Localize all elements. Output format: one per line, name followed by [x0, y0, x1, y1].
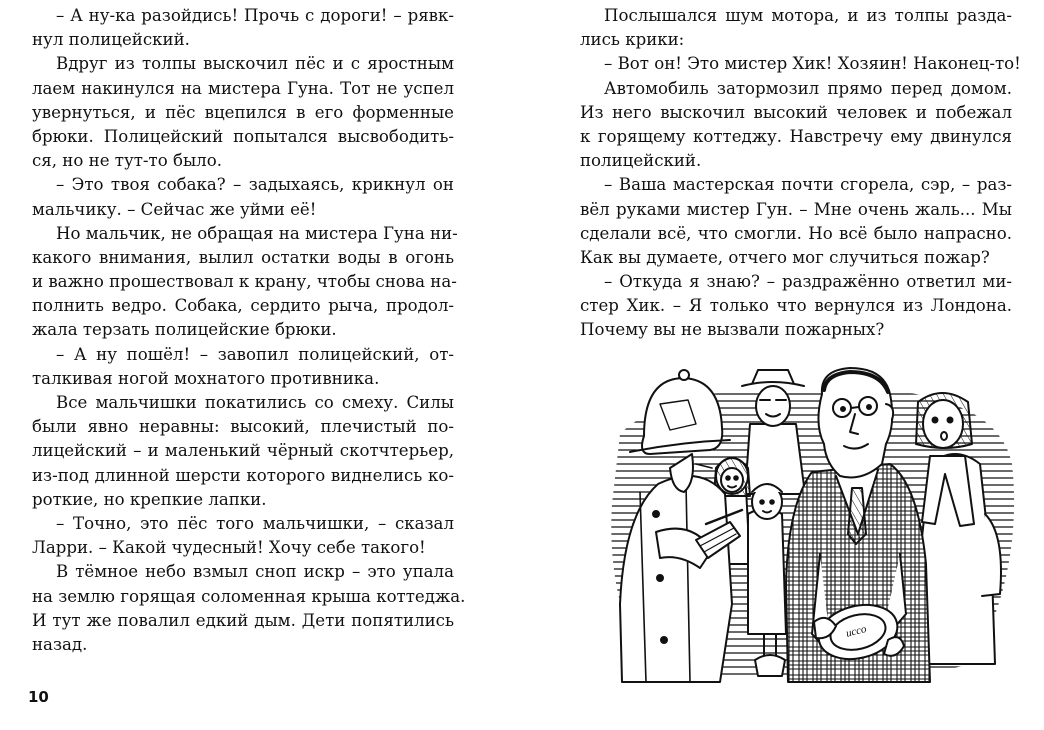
text-line: Ларри. – Какой чудесный! Хочу себе такого! [32, 538, 426, 558]
text-line: и важно прошествовал к крану, чтобы снова на- [32, 272, 457, 292]
text-line: талкивая ногой мохнатого противника. [32, 368, 380, 388]
crowd-illustration [600, 364, 1020, 690]
text-line: – Ваша мастерская почти сгорела, сэр, – раз- [604, 175, 1012, 195]
text-line: на землю горящая соломенная крыша коттеджа. [32, 586, 466, 606]
policeman-figure [620, 370, 742, 682]
right-page-text [580, 4, 1021, 343]
text-line: – Это твоя собака? – задыхаясь, крикнул он [56, 175, 454, 195]
text-line: жала терзать полицейские брюки. [32, 320, 337, 340]
text-line: назад. [32, 634, 88, 654]
hat-text: ucco [844, 623, 868, 640]
text-line: полицейский. [580, 151, 702, 171]
page-number: 10 [28, 688, 49, 706]
text-line: Все мальчишки покатились со смеху. Силы [56, 393, 454, 412]
text-line: вёл руками мистер Гун. – Мне очень жаль... Мы [580, 199, 1012, 219]
text-line: Как вы думаете, отчего мог случиться пожар? [580, 247, 990, 267]
text-line: мальчику. – Сейчас же уйми её! [32, 199, 317, 219]
text-line: брюки. Полицейский попытался высвободить- [32, 126, 454, 146]
text-line: Послышался шум мотора, и из толпы разда- [604, 6, 1012, 25]
left-page-text [32, 4, 466, 657]
text-line: – А ну пошёл! – завопил полицейский, от- [56, 344, 454, 364]
text-line: лись крики: [580, 30, 685, 50]
text-line: нул полицейский. [32, 30, 190, 50]
text-line: лаем накинулся на мистера Гуна. Тот не успел [32, 78, 454, 98]
text-line: к горящему коттеджу. Навстречу ему двинулся [580, 126, 1012, 146]
text-line: И тут же повалил едкий дым. Дети попятились [32, 610, 454, 630]
text-line: ся, но не тут-то было. [32, 151, 222, 171]
text-line: Из него выскочил высокий человек и побежал [580, 102, 1012, 122]
text-line: сделали всё, что смогли. Но всё было напрасно. [580, 223, 1012, 243]
text-line: Почему вы не вызвали пожарных? [580, 320, 885, 340]
text-line: полнить ведро. Собака, сердито рыча, продол- [32, 296, 454, 316]
text-line: В тёмное небо взмыл сноп искр – это упала [56, 562, 454, 582]
text-line: из-под длинной шерсти которого виднелись ко- [32, 465, 454, 485]
text-line: роткие, но крепкие лапки. [32, 489, 267, 509]
text-line: – А ну-ка разойдись! Прочь с дороги! – рявк- [56, 6, 454, 25]
man-with-hat-figure [742, 370, 805, 494]
text-line: – Вот он! Это мистер Хик! Хозяин! Наконец-то! [604, 54, 1021, 74]
text-line: стер Хик. – Я только что вернулся из Лондона. [580, 296, 1012, 316]
text-line: Вдруг из толпы выскочил пёс и с яростным [56, 54, 454, 74]
text-line: увернуться, и пёс вцепился в его форменные [32, 102, 454, 122]
text-line: – Точно, это пёс того мальчишки, – сказал [56, 513, 454, 533]
text-line: были явно неравны: высокий, плечистый по- [32, 417, 454, 437]
text-line: – Откуда я знаю? – раздражённо ответил ми- [604, 272, 1012, 292]
text-line: какого внимания, вылил остатки воды в огонь [32, 247, 454, 267]
text-line: лицейский – и маленький чёрный скотчтерьер, [32, 441, 454, 461]
text-line: Автомобиль затормозил прямо перед домом. [604, 78, 1012, 98]
text-line: Но мальчик, не обращая на мистера Гуна ни- [56, 223, 458, 243]
